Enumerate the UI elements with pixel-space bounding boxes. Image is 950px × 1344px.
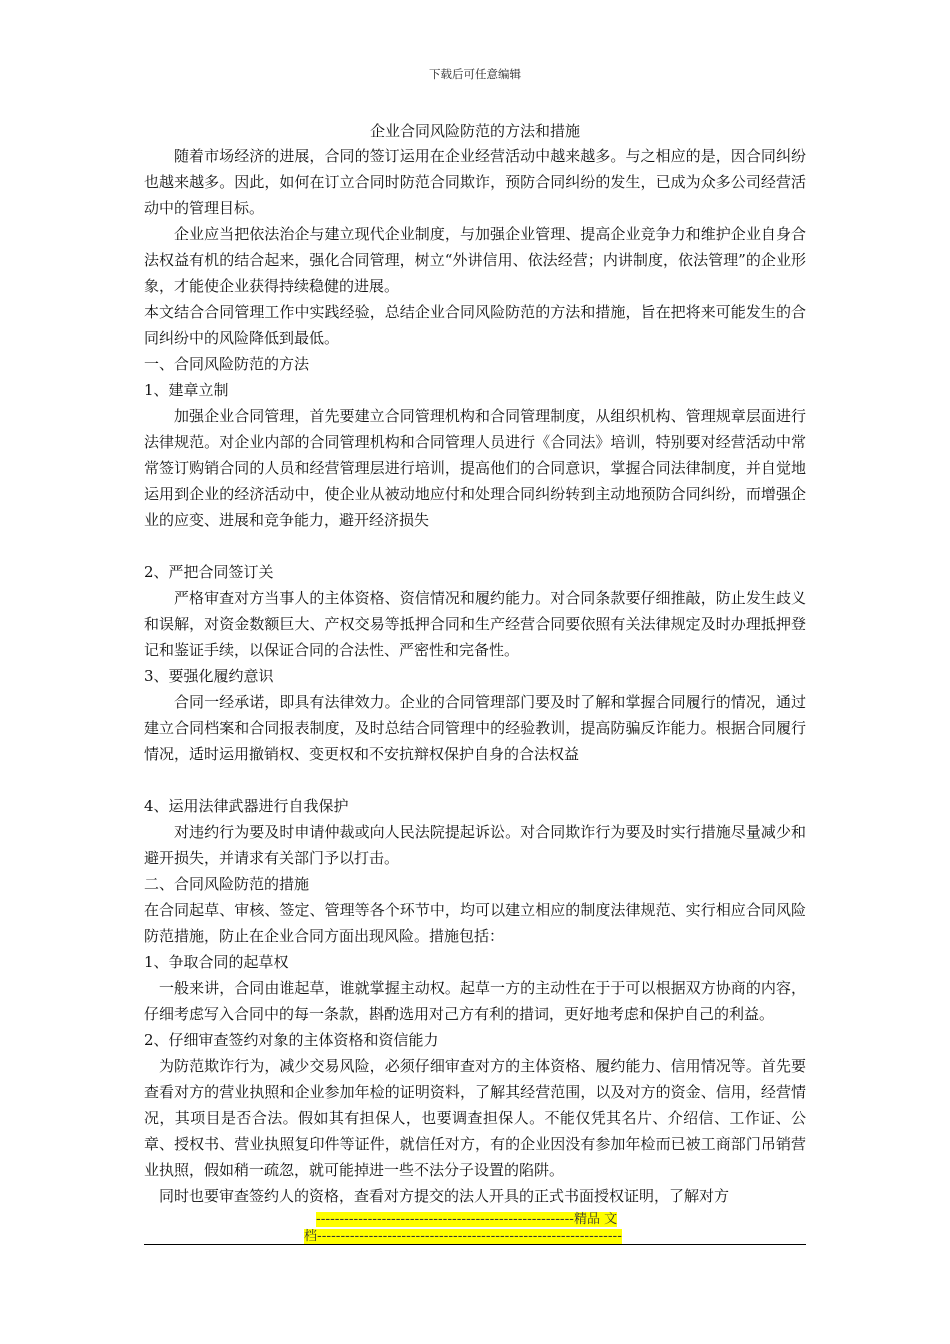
page-footer <box>144 1211 806 1245</box>
method-3-title: 3、要强化履约意识 <box>144 667 274 685</box>
section-1-heading: 一、合同风险防范的方法 <box>144 355 310 373</box>
method-1-body: 加强企业合同管理，首先要建立合同管理机构和合同管理制度，从组织机构、管理规章层面进行法律规范。对企业内部的合同管理机构和合同管理人员进行《合同法》培训，特别要对经营活动中常常签订购销合同的人员和经营管理层进行培训，提高他们的合同意识，掌握合同法律制度，并自觉地运用到企业的经济活动中，使企业从被动地应付和处理合同纠纷转到主动地预防合同纠纷，而增强企业的应变、进展和竞争能力，避开经济损失 <box>144 407 806 529</box>
footer-line-1 <box>144 1211 806 1228</box>
footer-line-2 <box>144 1228 806 1245</box>
measure-1-body: 一般来讲，合同由谁起草，谁就掌握主动权。起草一方的主动性在于于可以根据双方协商的内容，仔细考虑写入合同中的每一条款，斟酌选用对己方有利的措词，更好地考虑和保护自己的利益。 <box>144 979 806 1023</box>
footer-watermark-line-2: 档----------------------------------------------------------------- <box>304 1229 622 1244</box>
section-2-intro: 在合同起草、审核、签定、管理等各个环节中，均可以建立相应的制度法律规范、实行相应合同风险防范措施，防止在企业合同方面出现风险。措施包括： <box>144 901 806 945</box>
method-1-title: 1、建章立制 <box>144 381 229 399</box>
footer-watermark-line-1: -------------------------------------------------------精品 文 <box>316 1212 618 1227</box>
intro-paragraph-2: 企业应当把依法治企与建立现代企业制度，与加强企业管理、提高企业竞争力和维护企业自身合法权益有机的结合起来，强化合同管理，树立“外讲信用、依法经营；内讲制度，依法管理”的企业形象，才能使企业获得持续稳健的进展。 <box>144 225 806 295</box>
method-4-body: 对违约行为要及时申请仲裁或向人民法院提起诉讼。对合同欺诈行为要及时实行措施尽量减少和避开损失，并请求有关部门予以打击。 <box>144 823 806 867</box>
measure-1-title: 1、争取合同的起草权 <box>144 953 289 971</box>
method-2-body: 严格审查对方当事人的主体资格、资信情况和履约能力。对合同条款要仔细推敲，防止发生歧义和误解，对资金数额巨大、产权交易等抵押合同和生产经营合同要依照有关法律规定及时办理抵押登记和鉴证手续，以保证合同的合法性、严密性和完备性。 <box>144 589 806 659</box>
intro-paragraph-1: 随着市场经济的进展，合同的签订运用在企业经营活动中越来越多。与之相应的是，因合同纠纷也越来越多。因此，如何在订立合同时防范合同欺诈，预防合同纠纷的发生，已成为众多公司经营活动中的管理目标。 <box>144 147 806 217</box>
footer-divider <box>144 1244 806 1245</box>
measure-2-body-2: 同时也要审查签约人的资格，查看对方提交的法人开具的正式书面授权证明，了解对方 <box>159 1187 730 1205</box>
page-header: 下载后可任意编辑 <box>429 67 521 81</box>
method-2-title: 2、严把合同签订关 <box>144 563 274 581</box>
method-4-title: 4、运用法律武器进行自我保护 <box>144 797 349 815</box>
section-2-heading: 二、合同风险防范的措施 <box>144 875 310 893</box>
measure-2-body-1: 为防范欺诈行为，减少交易风险，必须仔细审查对方的主体资格、履约能力、信用情况等。首先要查看对方的营业执照和企业参加年检的证明资料，了解其经营范围，以及对方的资金、信用，经营情况，其项目是否合法。假如其有担保人，也要调查担保人。不能仅凭其名片、介绍信、工作证、公章、授权书、营业执照复印件等证件，就信任对方，有的企业因没有参加年检而已被工商部门吊销营业执照，假如稍一疏忽，就可能掉进一些不法分子设置的陷阱。 <box>144 1057 806 1179</box>
method-3-body: 合同一经承诺，即具有法律效力。企业的合同管理部门要及时了解和掌握合同履行的情况，通过建立合同档案和合同报表制度，及时总结合同管理中的经验教训，提高防骗反诈能力。根据合同履行情况，适时运用撤销权、变更权和不安抗辩权保护自身的合法权益 <box>144 693 806 763</box>
blank-line <box>144 767 806 793</box>
measure-2-title: 2、仔细审查签约对象的主体资格和资信能力 <box>144 1031 439 1049</box>
document-title: 企业合同风险防范的方法和措施 <box>369 122 580 140</box>
document-body <box>144 143 806 1209</box>
blank-line <box>144 533 806 559</box>
intro-paragraph-3: 本文结合合同管理工作中实践经验，总结企业合同风险防范的方法和措施，旨在把将来可能发生的合同纠纷中的风险降低到最低。 <box>144 303 806 347</box>
